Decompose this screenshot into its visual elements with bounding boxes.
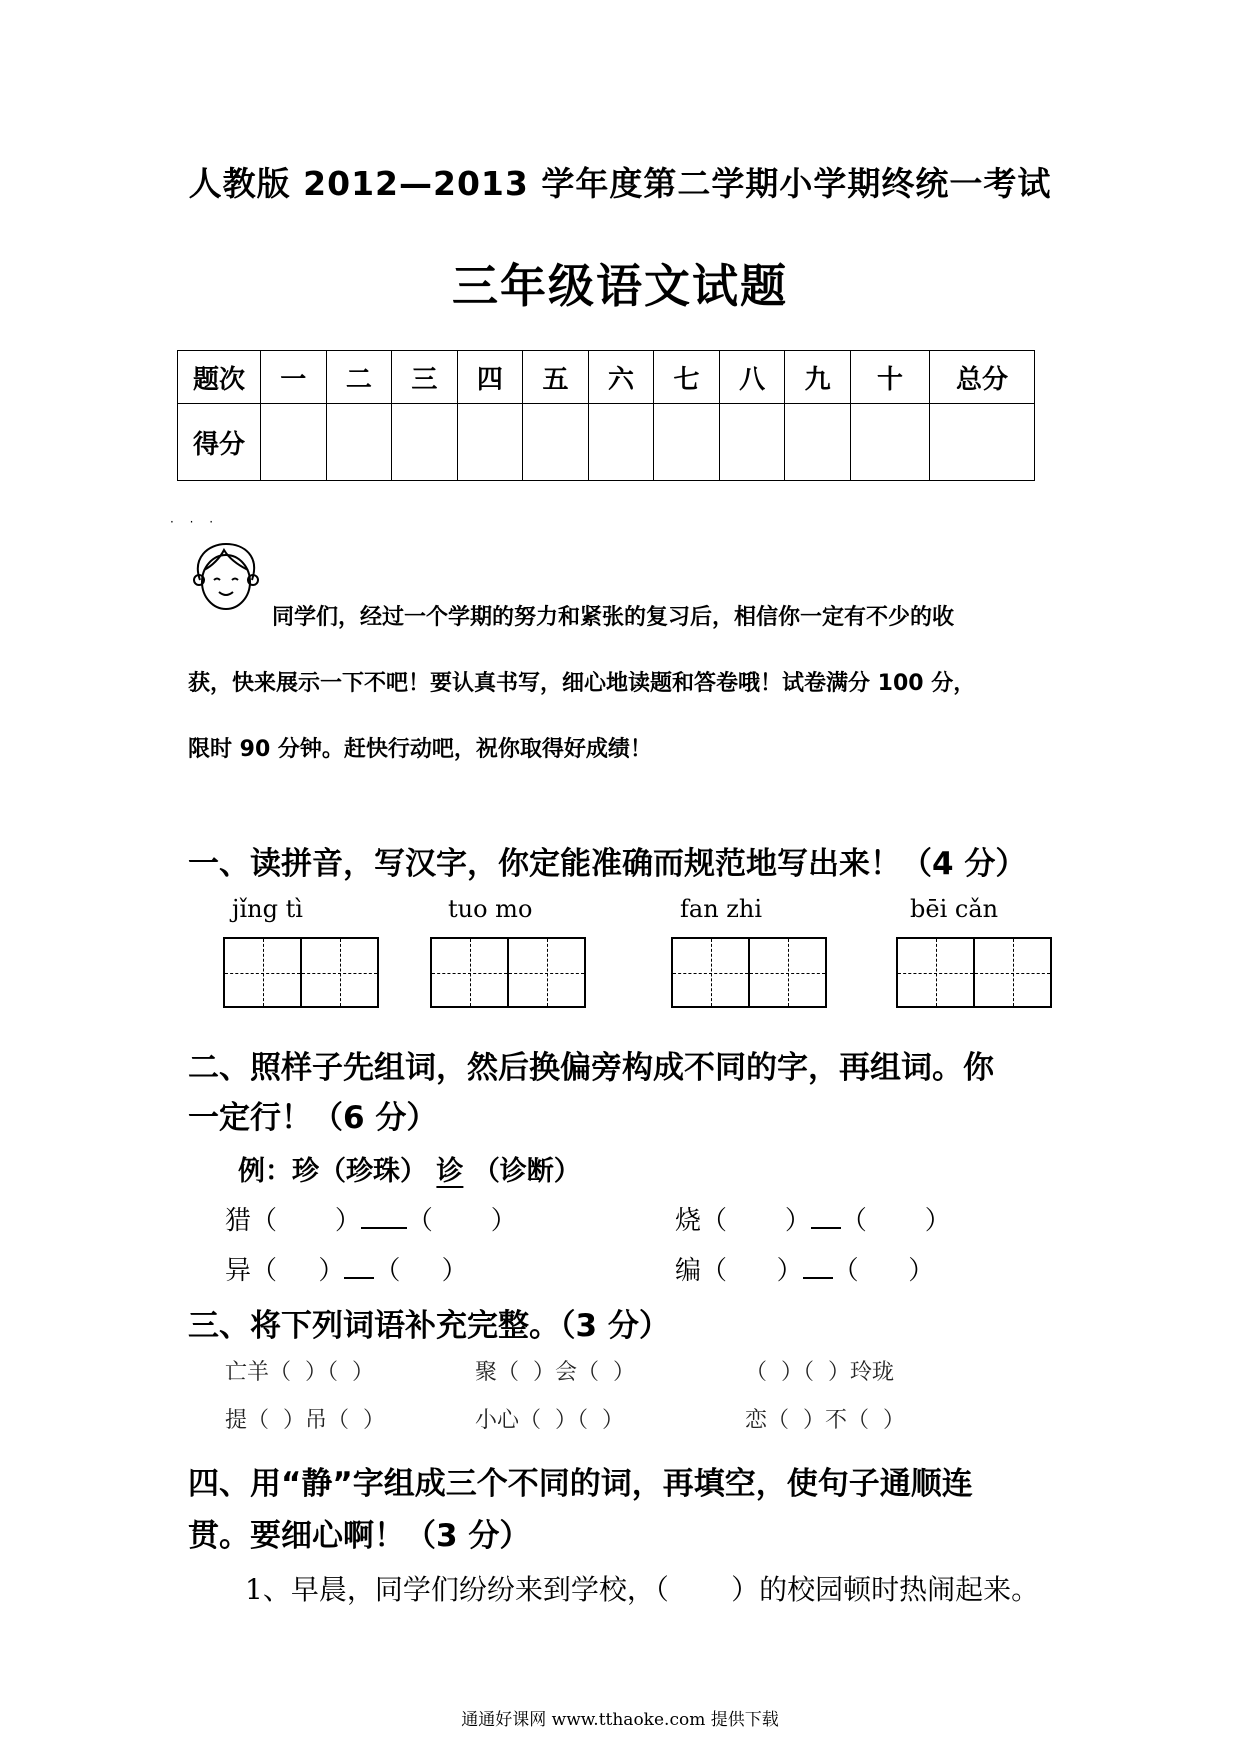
score-header-cell: 二 [326, 351, 392, 404]
score-header-cell: 五 [523, 351, 589, 404]
decorative-dots: · · · [170, 515, 220, 529]
idiom-item: 亡羊（ ）（ ） [225, 1360, 374, 1385]
word-item-4: 编（ ） （ ） [675, 1256, 935, 1286]
pinyin-1: jǐng tì [232, 895, 303, 923]
example-line [238, 1149, 581, 1188]
score-header-cell: 八 [719, 351, 785, 404]
writing-grid[interactable] [223, 937, 379, 1008]
score-header-cell: 十 [851, 351, 930, 404]
writing-grid[interactable] [430, 937, 586, 1008]
section-4-title-line-2: 贯。要细心啊！（3 分） [188, 1518, 531, 1554]
intro-line-1: 同学们，经过一个学期的努力和紧张的复习后，相信你一定有不少的收 [272, 605, 955, 630]
idiom-item: （ ）（ ）玲珑 [745, 1360, 894, 1385]
score-header-cell: 四 [457, 351, 523, 404]
idiom-item: 小心（ ）（ ） [475, 1408, 624, 1433]
section-1-title: 一、读拼音，写汉字，你定能准确而规范地写出来！（4 分） [188, 846, 1027, 882]
pinyin-4: bēi cǎn [910, 895, 999, 923]
idiom-item: 提（ ）吊（ ） [225, 1408, 385, 1433]
pinyin-2: tuo mo [448, 895, 533, 923]
pinyin-3: fan zhi [680, 895, 763, 923]
word-item-3: 异（ ） （ ） [225, 1256, 468, 1286]
idiom-item: 聚（ ）会（ ） [475, 1360, 635, 1385]
answer-blank[interactable] [803, 1276, 833, 1279]
score-cell[interactable] [457, 404, 523, 481]
score-header-cell: 总分 [930, 351, 1035, 404]
word-char: 编 [675, 1256, 702, 1286]
girl-face-icon [186, 540, 266, 616]
intro-line-3: 限时 90 分钟。赶快行动吧，祝你取得好成绩！ [188, 737, 652, 762]
example-answer: 诊 [436, 1156, 464, 1187]
score-header-cell: 题次 [178, 351, 261, 404]
writing-grid[interactable] [671, 937, 827, 1008]
score-cell[interactable] [930, 404, 1035, 481]
idiom-item: 恋（ ）不（ ） [745, 1408, 905, 1433]
score-header-cell: 九 [785, 351, 851, 404]
score-header-cell: 一 [261, 351, 327, 404]
exam-subtitle: 三年级语文试题 [452, 259, 788, 313]
score-table-score-row [178, 404, 1035, 481]
score-cell[interactable] [719, 404, 785, 481]
answer-blank[interactable] [361, 1226, 407, 1229]
word-item-1: 猎（ ） （ ） [225, 1206, 517, 1236]
score-header-cell: 三 [392, 351, 458, 404]
score-cell[interactable] [654, 404, 720, 481]
score-cell[interactable] [261, 404, 327, 481]
section-2-title-line-1: 二、照样子先组词，然后换偏旁构成不同的字，再组词。你 [188, 1050, 994, 1086]
score-cell[interactable] [851, 404, 930, 481]
word-char: 烧 [675, 1206, 702, 1236]
example-prefix: 例：珍（珍珠） [238, 1156, 427, 1187]
section-3-title: 三、将下列词语补充完整。（3 分） [188, 1308, 670, 1344]
exam-title: 人教版 2012—2013 学年度第二学期小学期终统一考试 [188, 164, 1052, 203]
intro-line-2: 获，快来展示一下不吧！要认真书写，细心地读题和答卷哦！试卷满分 100 分， [188, 671, 976, 696]
section-4-title-line-1: 四、用“静”字组成三个不同的词，再填空，使句子通顺连 [188, 1466, 973, 1502]
score-cell[interactable] [785, 404, 851, 481]
word-char: 猎 [225, 1206, 252, 1236]
score-cell[interactable] [326, 404, 392, 481]
score-row-label: 得分 [178, 404, 261, 481]
score-header-cell: 七 [654, 351, 720, 404]
answer-blank[interactable] [344, 1276, 374, 1279]
footer-source: 通通好课网 www.tthaoke.com 提供下载 [461, 1710, 779, 1730]
score-table [177, 350, 1035, 481]
score-cell[interactable] [392, 404, 458, 481]
writing-grid[interactable] [896, 937, 1052, 1008]
answer-blank[interactable] [811, 1226, 841, 1229]
section-2-title-line-2: 一定行！（6 分） [188, 1100, 438, 1136]
example-suffix: （诊断） [472, 1156, 581, 1187]
score-cell[interactable] [588, 404, 654, 481]
word-char: 异 [225, 1256, 252, 1286]
score-header-cell: 六 [588, 351, 654, 404]
score-table-header-row [178, 351, 1035, 404]
question-4-1: 1、早晨，同学们纷纷来到学校，（ ）的校园顿时热闹起来。 [245, 1573, 1040, 1606]
score-cell[interactable] [523, 404, 589, 481]
word-item-2: 烧（ ） （ ） [675, 1206, 951, 1236]
